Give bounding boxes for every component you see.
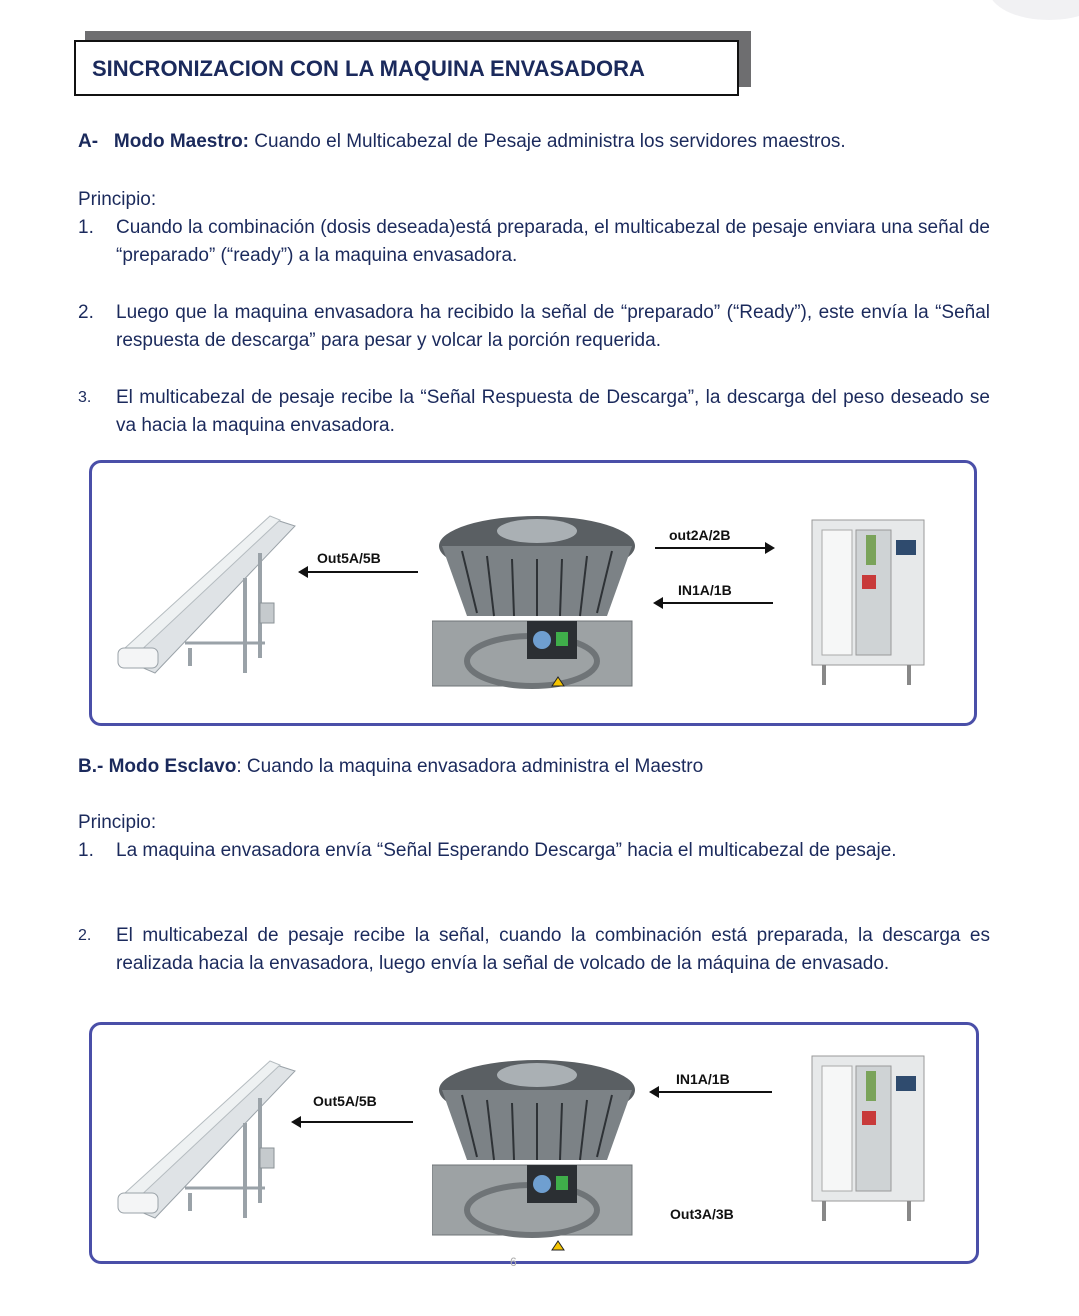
section-a-title: Modo Maestro: <box>113 131 250 152</box>
conveyor-illustration-b <box>110 1053 300 1223</box>
section-a-prefix: A- <box>78 131 99 152</box>
diagram-a-in1-label: IN1A/1B <box>678 582 732 598</box>
page-number: 6 <box>510 1255 517 1269</box>
section-b-item-2-text: El multicabezal de pesaje recibe la señal, cuando la combinación está preparada, la descarga es realizada hacia la envasadora, luego envía la señal de volcado de la máquina de envasado. <box>116 925 990 974</box>
section-a-item-2-number: 2. <box>78 302 94 323</box>
diagram-a-frame <box>89 460 977 726</box>
section-b-description: : Cuando la maquina envasadora administra el Maestro <box>236 756 704 777</box>
section-a-item-3-text: El multicabezal de pesaje recibe la “Señal Respuesta de Descarga”, la descarga del peso deseado se va hacia la maquina envasadora. <box>116 387 990 436</box>
diagram-b-out3-label: Out3A/3B <box>670 1206 734 1222</box>
page-corner-decoration <box>989 0 1079 20</box>
diagram-a-out5-label: Out5A/5B <box>317 550 381 566</box>
section-a-item-1-text: Cuando la combinación (dosis deseada)está preparada, el multicabezal de pesaje enviara una señal de “preparado” (“ready”) a la maquina envasadora. <box>116 217 990 266</box>
page-title: SINCRONIZACION CON LA MAQUINA ENVASADORA <box>92 56 645 81</box>
packaging-machine-illustration-b <box>804 1051 934 1231</box>
section-a-description: Cuando el Multicabezal de Pesaje administra los servidores maestros. <box>249 131 846 152</box>
section-b-principle: Principio: <box>78 812 157 833</box>
section-b-heading <box>78 753 703 781</box>
section-b-item-1-number: 1. <box>78 840 94 861</box>
diagram-a-out2-label: out2A/2B <box>669 527 731 543</box>
section-a-item-3-number: 3. <box>78 389 92 406</box>
section-a-item-1-number: 1. <box>78 217 94 238</box>
diagram-b-in1-arrow <box>651 1091 772 1093</box>
section-a-principle: Principio: <box>78 189 157 210</box>
multihead-weigher-illustration <box>432 501 642 711</box>
diagram-b-frame <box>89 1022 979 1264</box>
diagram-b-in1-label: IN1A/1B <box>676 1071 730 1087</box>
section-a-item-2-text: Luego que la maquina envasadora ha recibido la señal de “preparado” (“Ready”), este envía la “Señal respuesta de descarga” para pesar y volcar la porción requerida. <box>116 302 990 351</box>
multihead-weigher-illustration-b <box>432 1045 642 1260</box>
diagram-a-in1-arrow <box>655 602 773 604</box>
diagram-b-out5-label: Out5A/5B <box>313 1093 377 1109</box>
diagram-b-out5-arrow <box>293 1121 413 1123</box>
section-b-item-1-text: La maquina envasadora envía “Señal Esperando Descarga” hacia el multicabezal de pesaje. <box>116 840 897 861</box>
conveyor-illustration <box>110 508 300 678</box>
section-a-heading <box>78 128 846 156</box>
diagram-a-out2-arrow <box>655 547 773 549</box>
section-b-title: B.- Modo Esclavo <box>78 756 237 777</box>
section-b-item-2-number: 2. <box>78 927 92 944</box>
title-box <box>74 40 739 96</box>
packaging-machine-illustration <box>804 515 934 695</box>
diagram-a-out5-arrow <box>300 571 418 573</box>
